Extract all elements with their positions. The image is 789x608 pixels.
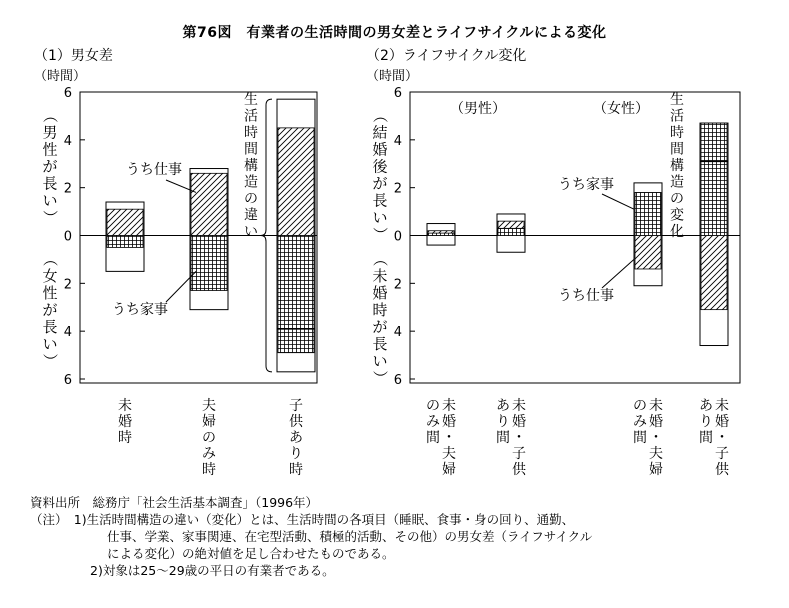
- category-label-char: 間: [699, 430, 713, 446]
- y-tick-label: 0: [63, 229, 72, 245]
- upper-side-label-char: 結: [372, 123, 388, 142]
- y-tick-label: 2: [393, 181, 402, 197]
- upper-side-label-char: 性: [42, 140, 58, 159]
- category-label-char: 未: [118, 398, 132, 414]
- lower-side-label-char: い: [42, 335, 58, 354]
- upper-side-label-char: い: [42, 191, 58, 210]
- y-tick-label: 4: [393, 325, 402, 341]
- category-label-char: み: [202, 446, 216, 462]
- group-label-female: （女性）: [593, 101, 649, 117]
- upper-side-label-char: 男: [42, 123, 58, 142]
- y-tick-label: 2: [63, 181, 72, 197]
- lower-side-label-char: 婚: [372, 284, 388, 303]
- lower-side-label-char: 長: [42, 318, 58, 337]
- category-label: [118, 397, 132, 446]
- category-label: [289, 398, 304, 478]
- category-label-char: 夫: [649, 446, 663, 462]
- upper-side-label-char: 婚: [372, 140, 388, 159]
- y-tick-label: 0: [393, 229, 402, 245]
- category-label-char: 婚: [649, 414, 663, 430]
- bar-housework: [498, 228, 524, 235]
- lower-side-label-char: い: [372, 352, 388, 371]
- bar-housework: [428, 233, 454, 235]
- lower-side-label: [41, 251, 59, 368]
- bar-work: [107, 209, 143, 235]
- annotation-housework: うち家事: [112, 302, 168, 318]
- brace-label-char: 化: [670, 224, 684, 240]
- category-label-char: み: [633, 414, 647, 430]
- category-label-char: あ: [289, 430, 303, 446]
- lower-side-label-char: が: [372, 318, 388, 337]
- brace-label-char: 活: [670, 108, 684, 125]
- lower-side-label-char: （: [40, 251, 59, 267]
- annotation-housework: うち家事: [558, 177, 614, 193]
- category-label: [715, 397, 730, 478]
- figure-title: 第76図 有業者の生活時間の男女差とライフサイクルによる変化: [182, 25, 607, 41]
- y-tick-label: 2: [393, 277, 402, 293]
- unit-label: （時間）: [34, 69, 87, 84]
- brace-label-char: 造: [670, 174, 684, 191]
- lower-side-label-char: 未: [372, 267, 388, 286]
- annotation-work-leader: [602, 259, 634, 288]
- category-label: [442, 397, 456, 478]
- upper-side-label-char: が: [372, 174, 388, 193]
- bar-work: [701, 236, 727, 310]
- note-1-line-2: 仕事、学業、家事関連、在宅型活動、積極的活動、その他）の男女差（ライフサイクル: [107, 529, 593, 544]
- category-label-char: 間: [426, 430, 440, 446]
- brace-label-char: い: [244, 224, 258, 240]
- upper-side-label: [41, 108, 59, 225]
- category-label-char: 供: [512, 462, 526, 478]
- brace-label-char: 造: [244, 174, 258, 191]
- category-label-char: 婚: [118, 414, 132, 430]
- panel-gender-difference: [34, 48, 317, 478]
- category-label: [699, 398, 713, 446]
- annotation-housework-leader: [602, 194, 634, 209]
- brace-label-char: 活: [244, 108, 258, 125]
- upper-side-label-char: ）: [40, 209, 59, 225]
- y-tick-label: 6: [63, 86, 72, 101]
- bar-housework: [278, 236, 314, 353]
- category-label-char: 子: [715, 446, 729, 462]
- category-label: [202, 398, 216, 478]
- category-label-char: 時: [202, 462, 216, 478]
- y-tick-label: 6: [393, 373, 402, 388]
- note-1-line-1: （注） 1)生活時間構造の違い（変化）とは、生活時間の各項目（睡眠、食事・身の回り、通勤、: [30, 512, 575, 527]
- lower-side-label-char: ）: [370, 370, 389, 386]
- bar-housework: [107, 236, 143, 248]
- brace-label-char: 構: [670, 158, 684, 174]
- bar-work: [191, 173, 227, 235]
- lower-side-label-char: （: [370, 251, 389, 267]
- upper-side-label-char: 長: [42, 174, 58, 193]
- category-label-char: 供: [289, 414, 303, 430]
- brace-label-char: 生: [244, 92, 258, 108]
- y-tick-label: 4: [63, 325, 72, 341]
- panel-title: （2）ライフサイクル変化: [366, 48, 527, 64]
- category-label-char: 婚: [512, 414, 526, 430]
- brace-label-char: 時: [244, 125, 258, 141]
- brace-label-char: 間: [244, 141, 258, 158]
- brace-label-char: 間: [670, 141, 684, 158]
- upper-side-label: [371, 108, 389, 242]
- category-label-char: 未: [512, 398, 526, 414]
- lower-side-label-char: 女: [42, 267, 58, 286]
- brace-label-char: の: [670, 191, 684, 207]
- category-label-char: 時: [289, 462, 303, 478]
- y-tick-label: 6: [63, 373, 72, 388]
- category-label-char: り: [699, 414, 713, 430]
- brace-label: [670, 91, 684, 240]
- category-label-char: の: [633, 398, 647, 414]
- category-label: [512, 397, 527, 478]
- category-label-char: の: [202, 430, 216, 446]
- upper-side-label-char: （: [370, 107, 389, 123]
- category-label-char: 未: [649, 398, 663, 414]
- note-1-line-3: による変化）の絶対値を足し合わせたものである。: [107, 546, 395, 561]
- upper-side-label-char: ）: [370, 226, 389, 242]
- source-note: 資料出所 総務庁「社会生活基本調査」（1996年）: [30, 495, 319, 510]
- upper-side-label-char: が: [42, 157, 58, 176]
- category-label-char: 供: [715, 462, 729, 478]
- category-label-char: 間: [496, 430, 510, 446]
- lower-side-label: [371, 251, 389, 385]
- upper-side-label-char: い: [372, 208, 388, 227]
- category-label-char: ・: [715, 430, 729, 446]
- upper-side-label-char: 後: [372, 157, 388, 176]
- category-label: [649, 397, 663, 478]
- category-label-char: あ: [699, 398, 713, 414]
- panel-title: （1）男女差: [34, 48, 113, 64]
- brace-label-char: 生: [670, 92, 684, 108]
- brace-label-char: 違: [244, 207, 258, 224]
- brace-label-char: 時: [670, 125, 684, 141]
- category-label-char: 婚: [715, 414, 729, 430]
- lower-side-label-char: ）: [40, 353, 59, 369]
- upper-side-label-char: 長: [372, 191, 388, 210]
- category-label-char: 夫: [202, 398, 216, 414]
- category-label: [633, 398, 647, 446]
- category-label-char: 時: [118, 430, 132, 446]
- y-tick-label: 4: [393, 133, 402, 149]
- category-label-char: 未: [715, 398, 729, 414]
- category-label-char: ・: [649, 430, 663, 446]
- category-label-char: 婦: [442, 462, 456, 478]
- category-label: [426, 398, 440, 446]
- lower-side-label-char: 性: [42, 284, 58, 303]
- y-tick-label: 2: [63, 277, 72, 293]
- y-tick-label: 4: [63, 133, 72, 149]
- category-label-char: ・: [442, 430, 456, 446]
- category-label-char: ・: [512, 430, 526, 446]
- lower-side-label-char: が: [42, 301, 58, 320]
- panel-lifecycle-change: [366, 48, 740, 478]
- plot-frame: [410, 92, 740, 383]
- brace-label-char: 変: [670, 207, 684, 224]
- bar-housework: [191, 236, 227, 291]
- category-label-char: 婚: [442, 414, 456, 430]
- category-label-char: み: [426, 414, 440, 430]
- category-label-char: の: [426, 398, 440, 414]
- category-label-char: あ: [496, 398, 510, 414]
- category-label-char: り: [496, 414, 510, 430]
- unit-label: （時間）: [366, 69, 419, 84]
- category-label-char: 子: [289, 398, 303, 414]
- category-label: [496, 398, 510, 446]
- annotation-work: うち仕事: [558, 288, 614, 304]
- category-label-char: 婦: [202, 414, 216, 430]
- notes-block: [30, 494, 592, 579]
- lower-side-label-char: 時: [372, 301, 388, 320]
- y-tick-label: 6: [393, 86, 402, 101]
- lower-side-label-char: 長: [372, 335, 388, 354]
- category-label-char: り: [289, 446, 303, 462]
- group-label-male: （男性）: [450, 101, 506, 117]
- note-2: 2)対象は25～29歳の平日の有業者である。: [90, 563, 335, 578]
- brace-label: [244, 91, 258, 240]
- bar-work: [278, 128, 314, 236]
- category-label-char: 婦: [649, 462, 663, 478]
- bar-work: [635, 236, 661, 269]
- upper-side-label-char: （: [40, 107, 59, 123]
- category-label-char: 未: [442, 398, 456, 414]
- category-label-char: 子: [512, 446, 526, 462]
- brace-label-char: の: [244, 191, 258, 207]
- bar-housework: [635, 192, 661, 235]
- category-label-char: 夫: [442, 446, 456, 462]
- bar-housework: [701, 123, 727, 235]
- brace-label-char: 構: [244, 158, 258, 174]
- annotation-work: うち仕事: [126, 162, 182, 178]
- category-label-char: 間: [633, 430, 647, 446]
